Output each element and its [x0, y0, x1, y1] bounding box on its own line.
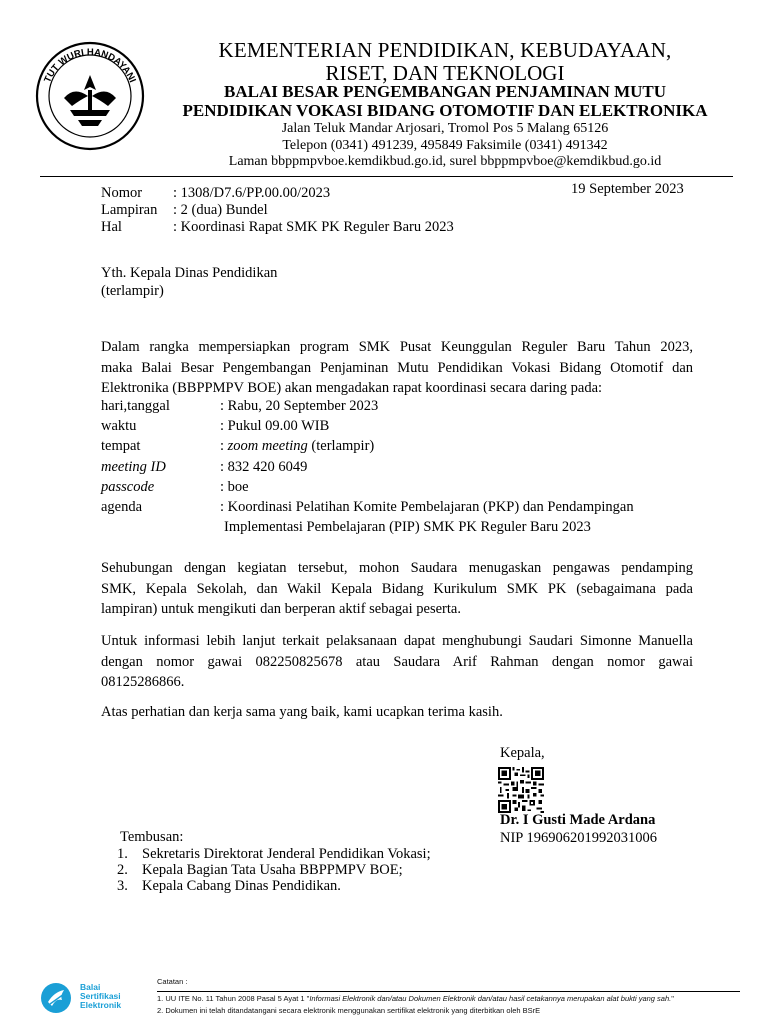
signatory-name: Dr. I Gusti Made Ardana — [500, 812, 656, 828]
cc-number: 2. — [117, 862, 128, 878]
footer-note-1 — [157, 994, 674, 1003]
cc-heading: Tembusan: — [120, 829, 184, 845]
recipient-line2: (terlampir) — [101, 283, 164, 299]
signature-qr-code — [498, 767, 544, 813]
intro-paragraph — [101, 337, 693, 399]
hari-label: hari,tanggal — [101, 398, 170, 414]
intro-line2: maka Balai Besar Pengembangan Penjaminan Mutu Pendidikan Vokasi Bidang Otomotif dan — [101, 359, 693, 376]
bsre-text-line2: Sertifikasi — [80, 991, 121, 1001]
meeting-id-value: : 832 420 6049 — [220, 459, 308, 475]
lampiran-label: Lampiran — [101, 202, 158, 218]
passcode-label: passcode — [101, 479, 155, 495]
ministry-name-line1: KEMENTERIAN PENDIDIKAN, KEBUDAYAAN, — [218, 38, 672, 62]
note1-suffix: " — [671, 994, 674, 1003]
nomor-value: : 1308/D7.6/PP.00.00/2023 — [173, 185, 331, 201]
lampiran-value: : 2 (dua) Bundel — [173, 202, 268, 218]
waktu-value: : Pukul 09.00 WIB — [220, 418, 330, 434]
intro-line1: Dalam rangka mempersiapkan program SMK Pusat Keunggulan Reguler Baru Tahun 2023, — [101, 339, 693, 355]
contact-line3: 08125286866. — [101, 674, 185, 690]
agenda-value-line2: Implementasi Pembelajaran (PIP) SMK PK Reguler Baru 2023 — [224, 519, 591, 535]
agenda-value-line1: : Koordinasi Pelatihan Komite Pembelajaran (PKP) dan Pendampingan — [220, 499, 634, 515]
request-paragraph — [101, 558, 693, 620]
tempat-prefix: : — [220, 438, 228, 454]
catatan-label: Catatan : — [157, 977, 188, 986]
contact-line2: dengan nomor gawai 082250825678 atau Saudara Arif Rahman dengan nomor gawai — [101, 653, 693, 670]
bsre-text-line1: Balai — [80, 982, 101, 992]
institution-name-line1: BALAI BESAR PENGEMBANGAN PENJAMINAN MUTU — [223, 82, 667, 101]
hal-label: Hal — [101, 219, 122, 235]
tempat-label: tempat — [101, 438, 141, 454]
tut-wuri-handayani-logo — [34, 40, 146, 152]
request-line3: lampiran) untuk mengikuti dan berperan aktif sebagai peserta. — [101, 601, 461, 617]
institution-address: Jalan Teluk Mandar Arjosari, Tromol Pos 5 Malang 65126 — [281, 121, 609, 136]
agenda-label: agenda — [101, 499, 143, 515]
cc-item: Kepala Cabang Dinas Pendidikan. — [142, 878, 341, 894]
note1-italic: Informasi Elektronik dan/atau Dokumen Elektronik dan/atau hasil cetakannya merupakan alat bukti yang sah. — [309, 994, 672, 1003]
hari-value: : Rabu, 20 September 2023 — [220, 398, 379, 414]
tempat-italic: zoom meeting — [227, 438, 308, 454]
hal-value: : Koordinasi Rapat SMK PK Reguler Baru 2023 — [173, 219, 454, 235]
signatory-nip: NIP 196906201992031006 — [500, 830, 657, 846]
institution-web: Laman bbppmpvboe.kemdikbud.go.id, surel bbppmpvboe@kemdikbud.go.id — [228, 154, 662, 169]
cc-number: 3. — [117, 878, 128, 894]
meeting-id-label: meeting ID — [101, 459, 166, 475]
tempat-suffix: (terlampir) — [307, 438, 375, 454]
footer-note-2: 2. Dokumen ini telah ditandatangani secara elektronik menggunakan sertifikat elektronik yang diterbitkan oleh BSrE — [157, 1006, 541, 1015]
letterhead-divider — [40, 176, 733, 177]
letter-date: 19 September 2023 — [571, 181, 684, 197]
ministry-name-line2: RISET, DAN TEKNOLOGI — [325, 61, 565, 85]
note1-prefix: 1. UU ITE No. 11 Tahun 2008 Pasal 5 Ayat 1 " — [157, 994, 310, 1003]
recipient-line1: Yth. Kepala Dinas Pendidikan — [101, 265, 278, 281]
institution-name-line2: PENDIDIKAN VOKASI BIDANG OTOMOTIF DAN ELEKTRONIKA — [182, 101, 708, 120]
cc-item: Sekretaris Direktorat Jenderal Pendidikan Vokasi; — [142, 846, 431, 862]
request-line1: Sehubungan dengan kegiatan tersebut, mohon Saudara menugaskan pengawas pendamping — [101, 560, 693, 576]
cc-number: 1. — [117, 846, 128, 862]
svg-text:TUT WURI HANDAYANI: TUT WURI HANDAYANI — [42, 46, 138, 85]
bsre-logo — [40, 982, 72, 1014]
institution-phone: Telepon (0341) 491239, 495849 Faksimile (0341) 491342 — [282, 138, 608, 153]
contact-line1: Untuk informasi lebih lanjut terkait pelaksanaan dapat menghubungi Saudari Simonne Manuella — [101, 633, 693, 649]
nomor-label: Nomor — [101, 185, 143, 201]
signatory-title: Kepala, — [500, 745, 545, 761]
waktu-label: waktu — [101, 418, 137, 434]
request-line2: SMK, Kepala Sekolah, dan Wakil Kepala Bidang Kurikulum SMK PK (sebagaimana pada — [101, 580, 693, 597]
intro-line3: Elektronika (BBPPMPV BOE) akan mengadakan rapat koordinasi secara daring pada: — [101, 380, 603, 396]
passcode-value: : boe — [220, 479, 249, 495]
footer-divider — [157, 991, 740, 992]
closing-paragraph: Atas perhatian dan kerja sama yang baik, kami ucapkan terima kasih. — [101, 704, 503, 720]
tempat-value — [220, 438, 374, 455]
contact-paragraph — [101, 631, 693, 693]
bsre-text-line3: Elektronik — [80, 1000, 122, 1010]
cc-item: Kepala Bagian Tata Usaha BBPPMPV BOE; — [142, 862, 403, 878]
